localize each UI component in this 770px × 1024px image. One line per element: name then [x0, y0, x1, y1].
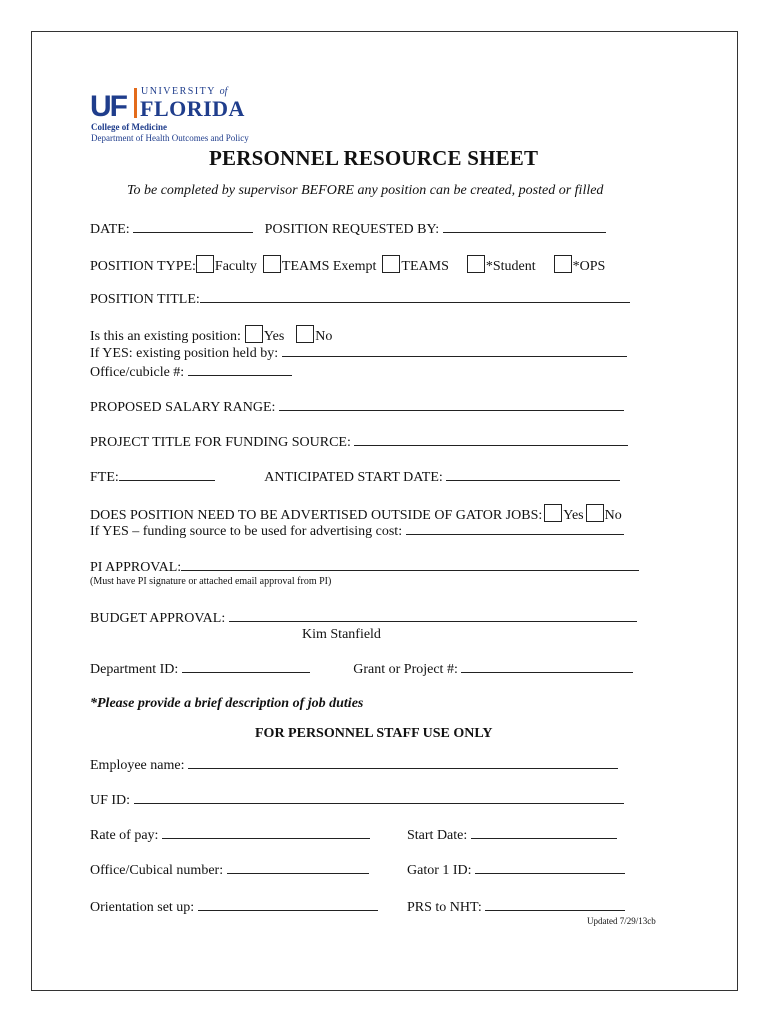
- advertised-yes-checkbox[interactable]: [544, 504, 562, 522]
- date-label: DATE:: [90, 222, 130, 237]
- subtitle: To be completed by supervisor BEFORE any position can be created, posted or filled: [127, 183, 604, 198]
- budget-approver-name: Kim Stanfield: [302, 627, 381, 642]
- uf-id-label: UF ID:: [90, 793, 131, 808]
- employee-name-row: [90, 756, 618, 774]
- gator-id-row: [407, 861, 625, 879]
- department-name: Department of Health Outcomes and Policy: [91, 133, 249, 143]
- rate-of-pay-field[interactable]: [162, 826, 370, 839]
- prs-nht-field[interactable]: [485, 898, 625, 911]
- office-cubicle-field[interactable]: [188, 363, 292, 376]
- ad-funding-row: [90, 522, 624, 540]
- office-number-field[interactable]: [227, 861, 369, 874]
- uf-id-row: [90, 791, 624, 809]
- pi-note: (Must have PI signature or attached email approval from PI): [90, 576, 332, 587]
- existing-yes-checkbox[interactable]: [245, 325, 263, 343]
- advertised-no-label: No: [604, 508, 622, 523]
- start-date-field[interactable]: [446, 468, 620, 481]
- faculty-checkbox[interactable]: [196, 255, 214, 273]
- position-title-label: POSITION TITLE:: [90, 292, 200, 307]
- held-by-field[interactable]: [282, 344, 627, 357]
- position-type-label: POSITION TYPE:: [90, 259, 196, 274]
- teams-checkbox[interactable]: [382, 255, 400, 273]
- ops-checkbox[interactable]: [554, 255, 572, 273]
- project-title-label: PROJECT TITLE FOR FUNDING SOURCE:: [90, 435, 351, 450]
- advertised-label: DOES POSITION NEED TO BE ADVERTISED OUTSIDE OF GATOR JOBS:: [90, 508, 543, 523]
- held-by-label: If YES: existing position held by:: [90, 346, 279, 361]
- logo-florida: FLORIDA: [140, 96, 245, 121]
- existing-no-label: No: [315, 329, 333, 344]
- position-title-row: [90, 290, 630, 308]
- teams-exempt-checkbox[interactable]: [263, 255, 281, 273]
- grant-field[interactable]: [461, 660, 633, 673]
- orientation-label: Orientation set up:: [90, 900, 195, 915]
- fte-label: FTE:: [90, 470, 119, 485]
- student-label: *Student: [485, 259, 536, 274]
- student-checkbox[interactable]: [467, 255, 485, 273]
- staff-start-date-label: Start Date:: [407, 828, 468, 843]
- teams-label: TEAMS: [401, 259, 449, 274]
- advertised-yes-label: Yes: [563, 508, 584, 523]
- requested-by-label: POSITION REQUESTED BY:: [264, 222, 440, 237]
- requested-by-field[interactable]: [443, 220, 606, 233]
- office-number-label: Office/Cubical number:: [90, 863, 224, 878]
- staff-heading: FOR PERSONNEL STAFF USE ONLY: [255, 726, 493, 741]
- project-title-field[interactable]: [354, 433, 628, 446]
- fte-field[interactable]: [119, 468, 215, 481]
- college-name: College of Medicine: [91, 122, 167, 132]
- uf-id-field[interactable]: [134, 791, 624, 804]
- faculty-label: Faculty: [214, 259, 257, 274]
- office-number-row: [90, 861, 369, 879]
- employee-name-field[interactable]: [188, 756, 618, 769]
- budget-approval-row: [90, 609, 637, 627]
- prs-nht-row: [407, 898, 625, 916]
- office-cubicle-label: Office/cubicle #:: [90, 365, 185, 380]
- orientation-row: [90, 898, 378, 916]
- rate-of-pay-row: [90, 826, 370, 844]
- existing-no-checkbox[interactable]: [296, 325, 314, 343]
- pi-approval-label: PI APPROVAL:: [90, 560, 182, 575]
- office-cubicle-row: [90, 363, 292, 381]
- salary-row: [90, 398, 624, 416]
- logo-university: UNIVERSITY of: [141, 86, 228, 97]
- salary-field[interactable]: [279, 398, 624, 411]
- logo-uf-mark: UF: [90, 90, 126, 123]
- budget-approval-label: BUDGET APPROVAL:: [90, 611, 226, 626]
- pi-approval-row: [90, 558, 639, 576]
- staff-start-date-field[interactable]: [471, 826, 617, 839]
- advertised-no-checkbox[interactable]: [586, 504, 604, 522]
- date-row: [90, 220, 606, 238]
- date-field[interactable]: [133, 220, 253, 233]
- ad-funding-label: If YES – funding source to be used for advertising cost:: [90, 524, 403, 539]
- staff-start-date-row: [407, 826, 617, 844]
- grant-label: Grant or Project #:: [353, 662, 458, 677]
- pi-approval-field[interactable]: [181, 558, 639, 571]
- rate-of-pay-label: Rate of pay:: [90, 828, 159, 843]
- ad-funding-field[interactable]: [406, 522, 624, 535]
- ops-label: *OPS: [572, 259, 606, 274]
- orientation-field[interactable]: [198, 898, 378, 911]
- start-date-label: ANTICIPATED START DATE:: [264, 470, 443, 485]
- employee-name-label: Employee name:: [90, 758, 185, 773]
- fte-row: [90, 468, 620, 486]
- job-duties-note: *Please provide a brief description of job duties: [90, 696, 364, 711]
- department-id-field[interactable]: [182, 660, 310, 673]
- teams-exempt-label: TEAMS Exempt: [281, 259, 377, 274]
- updated-note: Updated 7/29/13cb: [587, 916, 656, 926]
- logo-divider: [134, 88, 137, 118]
- existing-position-label: Is this an existing position:: [90, 329, 241, 344]
- department-id-label: Department ID:: [90, 662, 179, 677]
- salary-label: PROPOSED SALARY RANGE:: [90, 400, 276, 415]
- department-id-row: [90, 660, 633, 678]
- held-by-row: [90, 344, 627, 362]
- gator-id-label: Gator 1 ID:: [407, 863, 472, 878]
- project-title-row: [90, 433, 628, 451]
- page-title: PERSONNEL RESOURCE SHEET: [209, 146, 539, 170]
- existing-position-row: [90, 325, 332, 345]
- gator-id-field[interactable]: [475, 861, 625, 874]
- budget-approval-field[interactable]: [229, 609, 637, 622]
- prs-nht-label: PRS to NHT:: [407, 900, 482, 915]
- existing-yes-label: Yes: [263, 329, 285, 344]
- advertised-row: [90, 504, 622, 524]
- position-type-row: [90, 255, 605, 275]
- position-title-field[interactable]: [200, 290, 630, 303]
